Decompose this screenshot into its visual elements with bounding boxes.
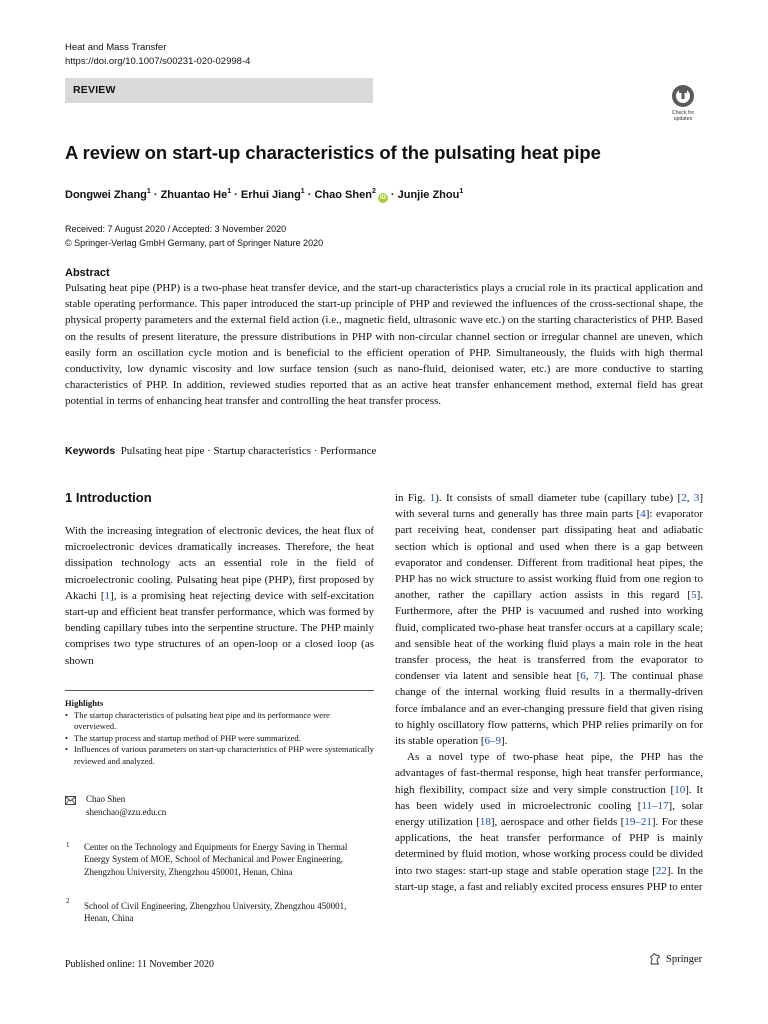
text-run: As a novel type of two-phase heat pipe, the PHP has the advantages of fast-thermal response, high heat transfer performance, high flexibility, compact size and very simple construction [ <box>395 751 703 796</box>
citation-link[interactable]: 2 <box>681 492 687 504</box>
citation-link[interactable]: 1 <box>104 589 111 602</box>
citation-link[interactable]: 6 <box>580 670 586 683</box>
author-name[interactable]: Zhuantao He <box>160 189 228 201</box>
abstract-text: Pulsating heat pipe (PHP) is a two-phase heat transfer device, and the start-up characteristics plays a crucial role in its practical application and stable operating performance. This paper introduced the start-up principle of PHP and reviewed the influences of the cross-sectional shape, the physical property parameters and the external field action (i.e., magnetic field, ultrasonic wave etc.) on the starting characteristics of PHP. Based on the results of present literature, the pressure distributions in PHP with non-circular channel section or irregular channel are uneven, which easily form an oscillation cycle motion and is beneficial to the efficient operation of PHP. Simultaneously, the fluids with high thermal conductivity, low dynamic viscosity and low surface tension (such as nano-fluid, deionised water, etc.) are more conductive to starting characteristics of PHP. In addition, reviewed studies reported that as an active heat transfer enhancement method, external field has great potential in terms of enhancing heat transfer and controlling the heat transfer process. <box>65 282 703 408</box>
intro-column-left <box>65 523 374 669</box>
intro-paragraph-1 <box>65 523 374 669</box>
keywords-label: Keywords <box>65 445 116 457</box>
orcid-icon[interactable]: iD <box>379 195 386 201</box>
citation-link[interactable]: 11–17 <box>641 799 669 812</box>
citation-link[interactable]: 1 <box>429 492 436 504</box>
text-run: ] with several turns and generally has three main parts [ <box>395 492 703 521</box>
highlights-divider <box>65 690 374 691</box>
publisher-name: Springer <box>666 953 703 965</box>
keywords <box>65 444 376 459</box>
author-name[interactable]: Erhui Jiang <box>240 189 301 201</box>
abstract-heading: Abstract <box>65 267 110 279</box>
keywords-list: Pulsating heat pipe · Startup characteristics · Performance <box>120 445 377 457</box>
text-run: ], solar energy utilization [ <box>395 799 703 829</box>
corresponding-author-name: Chao Shen <box>86 794 126 804</box>
journal-name: Heat and Mass Transfer <box>65 42 167 53</box>
intro-paragraph-1-cont <box>395 490 703 749</box>
affiliation-number: 2 <box>66 897 70 905</box>
highlight-item: • The startup process and startup method of PHP were summarized. <box>65 733 374 745</box>
author-separator: · <box>231 189 241 201</box>
check-for-updates-icon[interactable] <box>666 84 700 122</box>
citation-link[interactable]: 22 <box>655 864 667 877</box>
text-run: ]. For these applications, the heat transfer performance of PHP is mainly determined by fluid motion, whose working process could be divided into two stages: start-up stage and stable operation stage [ <box>395 816 704 877</box>
text-run: ]. <box>501 735 508 748</box>
author-name[interactable]: Chao Shen <box>314 189 372 201</box>
author-affiliation: 1 <box>300 188 305 195</box>
text-run: ], is a promising heat rejecting device with self-excitation start-up and efficient heat transfer performance, which was formed by bending capillary tubes into the serpentine structure. The PHP mainly comprises two type structures of an open-loop or a closed loop (as shown <box>65 589 374 667</box>
copyright-notice: © Springer-Verlag GmbH Germany, part of Springer Nature 2020 <box>65 238 324 248</box>
publisher-logo <box>648 952 702 966</box>
citation-link[interactable]: 19–21 <box>624 816 652 829</box>
article-title: A review on start-up characteristics of the pulsating heat pipe <box>65 142 601 163</box>
check-badge-line1: Check for <box>671 110 695 116</box>
intro-paragraph-2 <box>395 749 703 895</box>
intro-column-right <box>395 490 703 895</box>
doi-link[interactable]: https://doi.org/10.1007/s00231-020-02998-4 <box>65 56 251 67</box>
text-run: in Fig. <box>395 492 430 504</box>
text-run: ]. The continual phase change of the internal working fluid results in a thermally-driven force imbalance and an ever-changing pressure field that given rising to highly oscillatory flow patterns, which PHP relies primarily on for its stable operation [ <box>395 670 703 748</box>
text-run: ]. In the start-up stage, a fast and reliably excited process ensures PHP to enter <box>395 864 703 893</box>
highlights-title: Highlights <box>65 698 104 708</box>
text-run: ]. It has been widely used in microelectronic cooling [ <box>395 783 703 812</box>
corresponding-author-email[interactable]: shenchao@zzu.edu.cn <box>86 807 167 817</box>
author-affiliation: 2 <box>371 188 376 195</box>
check-badge-line2: updates <box>673 116 693 122</box>
author-affiliation: 1 <box>459 188 464 195</box>
highlights-box <box>65 698 374 767</box>
text-run: ], aerospace and other fields [ <box>490 816 625 829</box>
section-heading-introduction: 1 Introduction <box>65 490 152 505</box>
author-separator: · <box>304 189 315 201</box>
highlight-item: • The startup characteristics of pulsating heat pipe and its performance were overviewed. <box>65 710 374 733</box>
author-name[interactable]: Junjie Zhou <box>397 189 460 201</box>
citation-link[interactable]: 10 <box>674 783 686 796</box>
affiliation-2: School of Civil Engineering, Zhengzhou University, Zhengzhou 450001, Henan, China <box>84 901 347 924</box>
text-run: ). It consists of small diameter tube (capillary tube) [ <box>435 492 682 504</box>
received-accepted-dates: Received: 7 August 2020 / Accepted: 3 November 2020 <box>65 224 287 234</box>
author-separator: · <box>150 189 161 201</box>
envelope-icon <box>65 796 76 805</box>
published-online-date: Published online: 11 November 2020 <box>65 959 215 970</box>
springer-horse-icon <box>648 952 662 966</box>
citation-link[interactable]: 6–9 <box>484 735 502 748</box>
affiliation-number: 1 <box>66 841 70 849</box>
text-run: , <box>585 670 594 683</box>
author-affiliation: 1 <box>146 188 151 195</box>
author-separator: · <box>387 189 398 201</box>
citation-link[interactable]: 5 <box>691 589 697 602</box>
citation-link[interactable]: 18 <box>479 816 491 829</box>
text-run: , <box>686 492 694 504</box>
author-affiliation: 1 <box>227 188 232 195</box>
author-name[interactable]: Dongwei Zhang <box>65 189 147 201</box>
citation-link[interactable]: 7 <box>593 670 599 683</box>
citation-link[interactable]: 3 <box>693 492 700 504</box>
text-run: ]. Furthermore, after the PHP is vacuumed and rushed into working fluid, complicated two-phase heat transfer occurs at a capillary scale; and sensible heat of the working fluid plays a main role in the heat transfer process, the heat is transferred from the evaporator to condenser via latent and sensible heat [ <box>395 589 703 683</box>
author-list <box>65 184 463 203</box>
citation-link[interactable]: 4 <box>640 508 646 521</box>
highlight-item: • Influences of various parameters on start-up characteristics of PHP were systematically reviewed and analyzed. <box>65 744 374 767</box>
text-run: ]: evaporator part receiving heat, condenser part dissipating heat and adiabatic section which is optional and used when there is a gap between evaporator and condenser. Different from traditional heat pipes, the PHP has no wick structure to assist working fluid from one region to another, rather the capillary action assists in this regard [ <box>395 508 703 602</box>
affiliation-1: Center on the Technology and Equipments for Energy Saving in Thermal Energy System of MOE, School of Mechanical and Power Engineering, Zhengzhou University, Zhengzhou 450001, Henan, China <box>84 842 348 877</box>
article-type-label: REVIEW <box>73 84 116 96</box>
text-run: With the increasing integration of electronic devices, the heat flux of microelectronic devices dramatically increases. Therefore, the heat dissipation technology acts an essential role in the field of microelectronic cooling. Pulsating heat pipe (PHP), first proposed by Akachi [ <box>65 525 374 602</box>
